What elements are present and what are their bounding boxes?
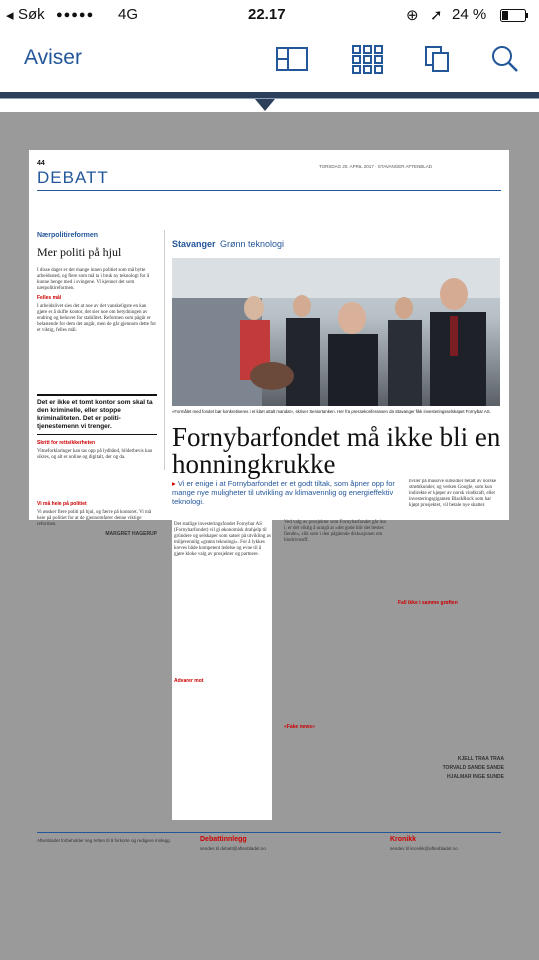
footer-rule [37,832,501,833]
left-headline: Mer politi på hjul [37,245,122,259]
main-lede [172,479,402,506]
main-col2 [284,520,388,820]
left-sub3: Vi må heie på politiet [37,501,87,507]
footer-col3-title: Kronikk [390,836,417,843]
layout-icon[interactable] [276,44,306,74]
back-to-search-icon[interactable]: ◂ [6,7,14,24]
left-sub2: Skritt for rettsikkerheten [37,440,96,446]
page-number: 44 [37,160,45,167]
rotation-lock-icon: ⊕ [406,7,419,24]
footer-col1: Aftenbladet forbeholder seg retten til å forkorte og redigere innlegg. [37,838,171,843]
main-col3 [409,479,501,515]
grid-icon[interactable] [352,44,382,74]
location-icon: ➚ [430,7,443,24]
main-col3-text: hviler på massive subsidier betalt av norske strømkunder, og verken Google, som kun indirekte er kjøper av norsk vindkraft, eller investeringsgiganten BlackRock som har kjøpt prosjektet, vil betale nye skatter. [409,479,497,508]
selected-caret-icon [255,99,275,111]
left-author: MARGRET HAGERUP [105,531,157,537]
main-kicker2: Grønn teknologi [219,239,285,249]
copy-icon[interactable] [423,44,453,74]
footer-col3: sendes til kronikk@aftenbladet.no [390,846,458,851]
signal-strength: ●●●●● [56,9,95,21]
nav-title[interactable]: Aviser [24,46,82,69]
footer-col2: sendes til debatt@aftenbladet.no [200,846,266,851]
main-col3-cont [398,520,504,820]
photo-caption: «Formålet med fondet bør konkretiseres i et klart uttalt mandat», skriver Seniortanken. Her fra pressekonferansen da Stavanger fikk investeringsselskapet Fornybar AS. [172,409,491,414]
section-title: DEBATT [37,168,109,187]
header-rule [37,190,501,191]
main-col1 [172,520,272,820]
left-body2: Vitneforklaringer kan tas opp på lydbånd, bilderbevis kan sikres, og alt er online og digitalt, der og da. [37,449,153,460]
main-col2-sub: «Fake news» [284,724,315,730]
main-col1-sub: Advarer mot [174,678,204,684]
signature-3: HJALMAR INGE SUNDE [447,774,504,780]
footer-col2-title: Debattinnlegg [200,836,247,843]
signature-2: TORVALD SANDE SANDE [442,765,504,771]
status-bar [0,0,539,30]
main-col3-sub: Fall ikke i samme grøften [398,600,458,606]
main-lede-text: Vi er enige i at Fornybarfondet er et godt tiltak, som åpner opp for mange nye muligheter til utvikling av klimavennlig og energieffektiv teknologi. [172,479,395,506]
left-pullquote: Det er ikke et tomt kontor som skal ta den kriminelle, eller stoppe kriminaliteten. Det er politi-tjenestemenn vi trenger. [37,394,157,435]
nav-bar [0,30,539,92]
main-col1-text: Det statlige investeringsfondet Fornybar AS (Fornybarfondet) vil gi økonomisk drahjelp til gründere og selskaper som satser på utvikling av miljøvennlig «grønn teknologi». For å lykkes kreves både kompetent ledelse og evne til å gjøre kloke valg av prosjekter og partnere. [174,522,272,557]
left-kicker: Nærpolitireformen [37,232,99,239]
left-body3: Vi ønsker flere politi på hjul, og færre på kontoret. Vi må heie på politiet for at de gjennomfører denne viktige reformen. [37,510,152,527]
network-label: 4G [118,6,139,23]
search-icon[interactable] [490,44,520,74]
main-headline: Fornybarfondet må ikke bli en honningkrukke [172,422,501,479]
main-kicker-row [172,234,284,252]
column-divider [164,230,165,470]
carrier-label[interactable]: Søk [18,6,45,23]
people-illustration [172,258,500,406]
lede-arrow-icon: ▸ [172,479,176,488]
left-sub1: Felles mål [37,295,62,301]
clock: 22.17 [248,6,286,23]
left-body1: I arbeidslivet sies det at noe av det vanskeligste en kan gjøre er å skifte kontor, det sier noe om betydningen av endring og behovet for stabilitet. Reformen som pågår er belastende for dem det angår, men de går gjennom dette for et viktig, felles mål. [37,304,157,333]
signature-1: KJELL TRAA TRAA [457,756,504,762]
dateline: TORSDAG 20. APRIL 2017 · STAVANGER AFTENBLAD [319,164,433,169]
main-col2-text: Ved valg av prosjekter som Fornybarfondet går inn i, er det viktig å unngå at «det gode blir det bestes fiende», slik som i den pågående diskusjonen om biodrivstoff. [284,520,387,543]
press-photo[interactable] [172,258,500,406]
battery-percent: 24 % [452,6,487,23]
left-article [37,232,157,540]
main-kicker: Stavanger [172,239,216,249]
left-intro: I disse dager er det mange innen politiet som må bytte arbeidssted, og flere som må ta i bruk ny teknologi for å kunne henge med i svingene. Vi kjenner det som nærpolitireformen. [37,268,150,291]
battery-icon [500,9,530,26]
